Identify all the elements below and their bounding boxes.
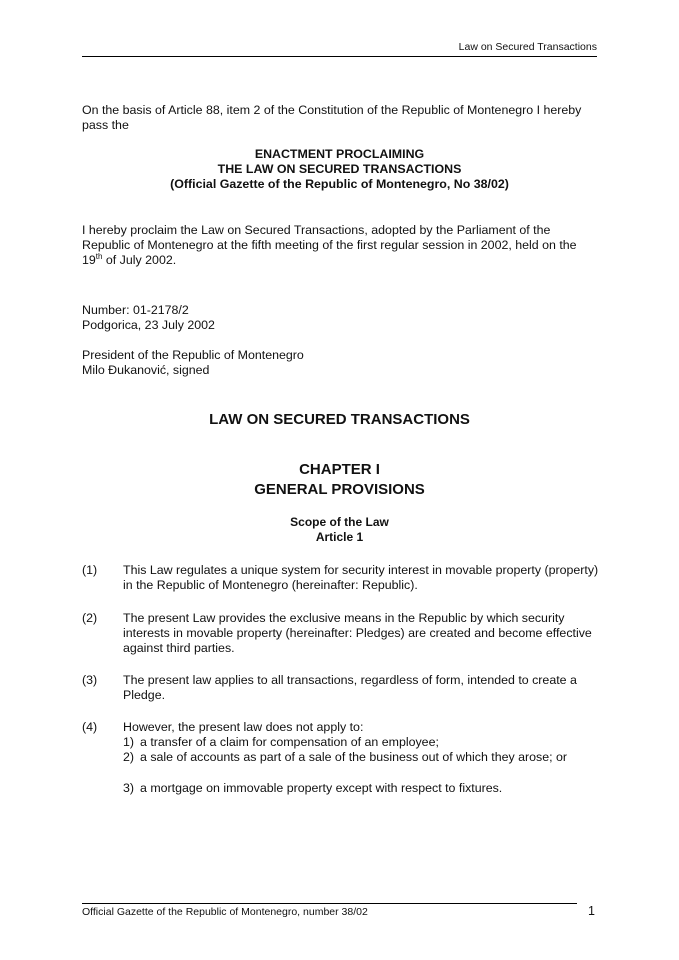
item-number: (1) [82,563,98,577]
article-number: Article 1 [315,530,364,544]
law-title: LAW ON SECURED TRANSACTIONS [209,411,470,428]
signature: Milo Đukanović, signed [82,363,210,377]
section-title: Scope of the Law [290,515,389,529]
subitem-text: a transfer of a claim for compensation of an employee; [140,735,439,749]
subitem-text: a mortgage on immovable property except with respect to fixtures. [140,781,503,795]
item-number: (3) [82,673,98,687]
item-text: The present Law provides the exclusive means in the Republic by which security interests in movable property (hereinafter: Pledges) are created and become effective against third parties. [123,611,592,655]
enactment-line-1: ENACTMENT PROCLAIMING [254,147,425,161]
enactment-line-3: (Official Gazette of the Republic of Montenegro, No 38/02) [170,177,509,191]
proclamation [82,223,600,268]
item-number: (2) [82,611,98,625]
proclamation-end: of July 2002. [102,253,177,267]
subitem [123,735,603,750]
document-number-block [82,303,600,333]
president-title: President of the Republic of Montenegro [82,348,304,362]
preamble: On the basis of Article 88, item 2 of the Constitution of the Republic of Montenegro I hereby pass the [82,103,582,132]
running-footer: Official Gazette of the Republic of Montenegro, number 38/02 [82,906,368,918]
subitem [123,750,603,765]
item-number: (4) [82,720,98,734]
item-text: This Law regulates a unique system for security interest in movable property (property) in the Republic of Montenegro (hereinafter: Republic). [123,563,599,592]
chapter-number: CHAPTER I [299,461,380,478]
document-number: Number: 01-2178/2 [82,303,189,317]
signature-block [82,348,600,378]
running-header: Law on Secured Transactions [458,41,597,53]
header-rule [82,56,597,57]
enactment-heading [82,147,597,192]
subitem-number: 1) [123,735,135,749]
subitem-text: a sale of accounts as part of a sale of the business out of which they arose; or [140,750,568,764]
page-number: 1 [588,904,595,918]
subitem-number: 2) [123,750,135,764]
chapter-title: GENERAL PROVISIONS [254,481,425,498]
article-heading [82,515,597,545]
subitem [123,781,603,796]
item-text: The present law applies to all transactions, regardless of form, intended to create a Pledge. [123,673,577,702]
enactment-line-2: THE LAW ON SECURED TRANSACTIONS [217,162,462,176]
proclamation-text: I hereby proclaim the Law on Secured Transactions, adopted by the Parliament of the Republic of Montenegro at the fifth meeting of the first regular session in 2002, held on the 19 [82,223,577,267]
footer-rule [82,903,577,904]
item-text: However, the present law does not apply to: [123,720,364,734]
ordinal-suffix: th [95,251,103,261]
place-date: Podgorica, 23 July 2002 [82,318,215,332]
subitem-number: 3) [123,781,135,795]
chapter-heading [82,460,597,500]
